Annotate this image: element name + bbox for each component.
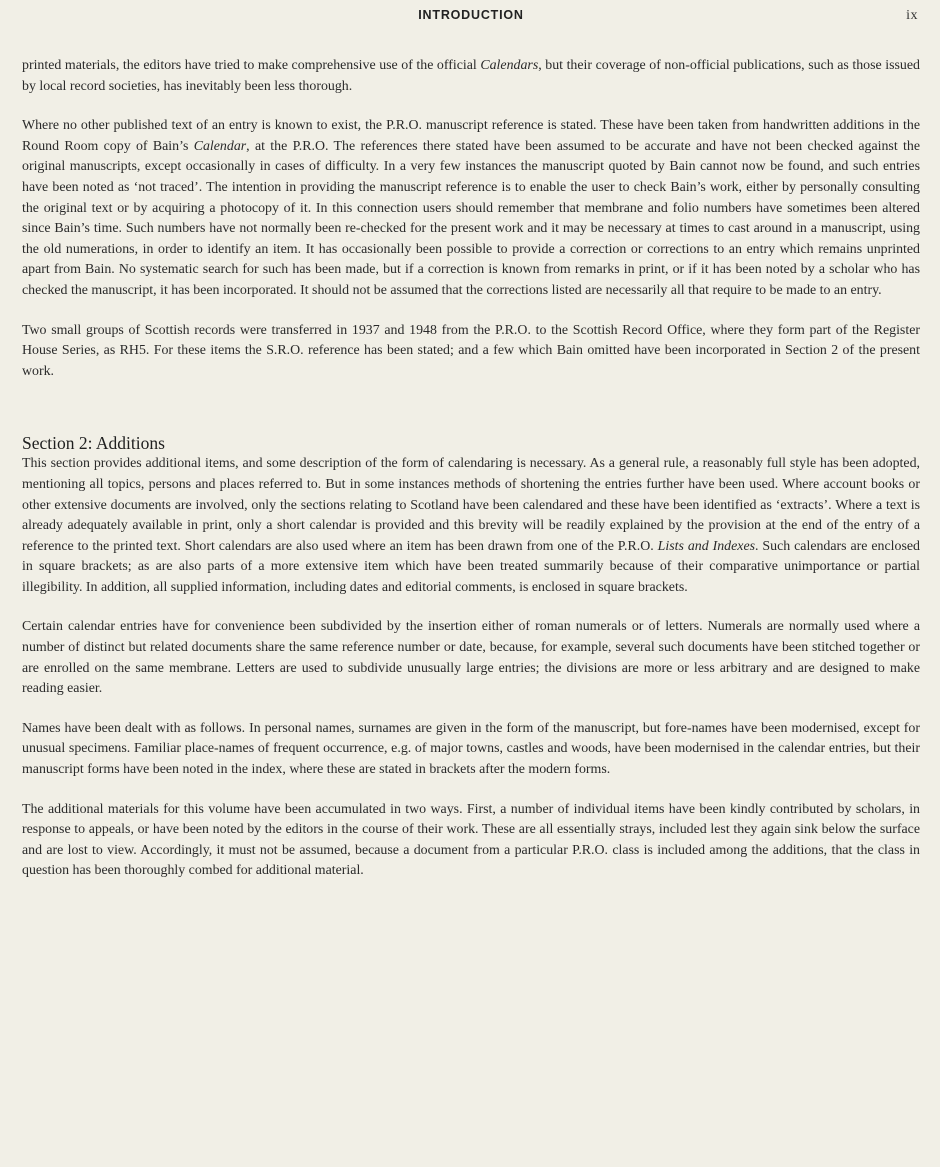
paragraph-calendaring: This section provides additional items, and some description of the form of calendaring is necessary. As a general rule, a reasonably full style has been adopted, mentioning all topics, persons and places referred to. But in some instances methods of shortening the entries further have been used. Where account books or other extensive documents are involved, only the sections relating to Scotland have been calendared and these have been identified as ‘extracts’. Where a text is already adequately available in print, only a short calendar is provided and this brevity will be readily explained by the provision at the end of the entry of a reference to the printed text. Short calendars are also used where an item has been drawn from one of the P.R.O. Lists and Indexes. Such calendars are enclosed in square brackets; as are also parts of a more extensive item which have been treated summarily because of their comparative unimportance or partial illegibility. In addition, all supplied information, including dates and editorial comments, is enclosed in square brackets. [22,456,920,595]
running-title: INTRODUCTION [418,8,524,22]
paragraph-names: Names have been dealt with as follows. In personal names, surnames are given in the form of the manuscript, but fore-names have been modernised, except for unusual specimens. Familiar place-names of frequent occurrence, e.g. of major towns, castles and woods, have been modernised in the calendar entries, but their manuscript forms have been noted in the index, where these are stated in brackets after the modern forms. [22,720,920,778]
paragraph-continuation: printed materials, the editors have tried to make comprehensive use of the official Calendars, but their coverage of non-official publications, such as those issued by local record societies, has inevitably been less thorough. [22,58,920,94]
paragraph-scottish-records: Two small groups of Scottish records were transferred in 1937 and 1948 from the P.R.O. to the Scottish Record Office, where they form part of the Register House Series, as RH5. For these items the S.R.O. reference has been stated; and a few which Bain omitted have been incorporated in Section 2 of the present work. [22,322,920,379]
section-heading: Section 2: Additions [22,433,165,454]
italic-title: Calendars [480,58,539,73]
paragraph-additional-materials: The additional materials for this volume have been accumulated in two ways. First, a number of individual items have been kindly contributed by scholars, in response to appeals, or have been noted by the editors in the course of their work. These are all essentially strays, included lest they again sink below the surface and are lost to view. Accordingly, it must not be assumed, because a document from a particular P.R.O. class is included among the additions, that the class in question has been thoroughly combed for additional material. [22,801,920,879]
page-body [22,32,920,882]
paragraph-manuscript-reference: Where no other published text of an entry is known to exist, the P.R.O. manuscript reference is stated. These have been taken from handwritten additions in the Round Room copy of Bain’s Calendar, at the P.R.O. The references there stated have been assumed to be accurate and have not been checked against the original manuscripts, except occasionally in cases of difficulty. In a very few instances the manuscript quoted by Bain cannot now be found, and such entries have been noted as ‘not traced’. The intention in providing the manuscript reference is to enable the user to check Bain’s work, either by personally consulting the original text or by acquiring a photocopy of it. In this connection users should remember that membrane and folio numbers have sometimes been altered since Bain’s time. Such numbers have not normally been re-checked for the present work and it may be necessary at times to cast around in a manuscript, using the old numerations, in order to identify an item. It has occasionally been possible to provide a correction or corrections to an entry which remains unprinted apart from Bain. No systematic search for such has been made, but if a correction is known from remarks in print, or if it has been noted by a scholar who has checked the manuscript, it has been incorporated. It should not be assumed that the corrections listed are necessarily all that require to be made to an entry. [22,118,920,298]
paragraph-subdivision: Certain calendar entries have for convenience been subdivided by the insertion either of roman numerals or of letters. Numerals are normally used where a number of distinct but related documents share the same reference number or date, because, for example, several such documents have been stitched together or are enrolled on the same membrane. Letters are used to subdivide unusually large entries; the divisions are more or less arbitrary and are designed to make reading easier. [22,619,920,697]
italic-title: Lists and Indexes [657,538,756,554]
italic-title: Calendar [193,138,247,154]
running-head [22,0,920,32]
page-number: ix [906,8,918,23]
